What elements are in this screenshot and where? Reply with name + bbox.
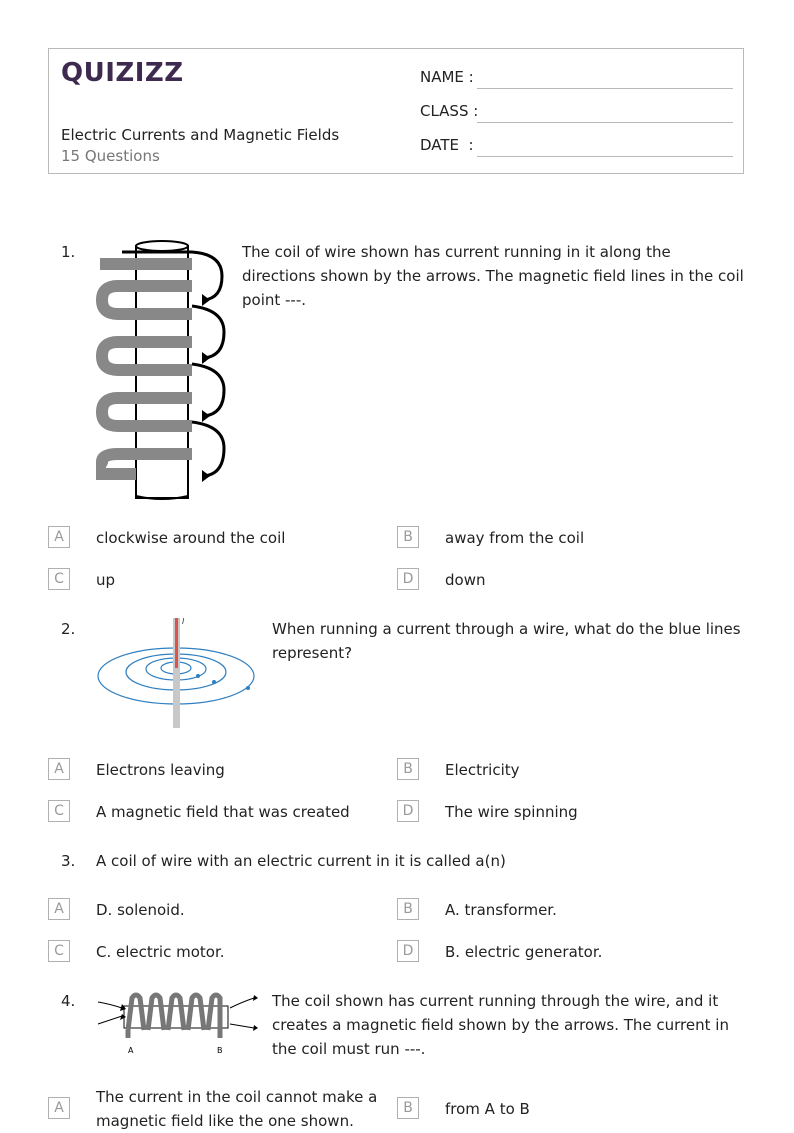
q2-option-b-text: Electricity bbox=[445, 761, 520, 779]
question-4-number: 4. bbox=[61, 992, 76, 1010]
q2-option-c-text: A magnetic field that was created bbox=[96, 803, 350, 821]
date-label: DATE : bbox=[420, 136, 474, 154]
name-field[interactable] bbox=[477, 88, 733, 89]
q3-option-d-letter[interactable]: D bbox=[397, 940, 419, 962]
question-4-text: The coil shown has current running through the wire, and it creates a magnetic field shown by the arrows. The current in the coil must run ---. bbox=[272, 992, 729, 1058]
quizizz-logo: QUIZIZZ bbox=[61, 58, 184, 88]
name-label: NAME : bbox=[420, 68, 474, 86]
question-3-number: 3. bbox=[61, 852, 76, 870]
q1-option-c-text: up bbox=[96, 571, 116, 589]
question-3-text: A coil of wire with an electric current in it is called a(n) bbox=[96, 852, 506, 870]
q2-option-d-letter[interactable]: D bbox=[397, 800, 419, 822]
q4-option-a-text: The current in the coil cannot make a magnetic field like the one shown. bbox=[96, 1088, 378, 1130]
q2-option-d-text: The wire spinning bbox=[445, 803, 578, 821]
q3-option-b-letter[interactable]: B bbox=[397, 898, 419, 920]
q3-option-b-text: A. transformer. bbox=[445, 901, 557, 919]
q3-option-a-text: D. solenoid. bbox=[96, 901, 185, 919]
q3-option-c-letter[interactable]: C bbox=[48, 940, 70, 962]
q1-option-a-text: clockwise around the coil bbox=[96, 529, 286, 547]
q1-option-d-letter[interactable]: D bbox=[397, 568, 419, 590]
class-field[interactable] bbox=[477, 122, 733, 123]
question-1-text: The coil of wire shown has current running in it along the directions shown by the arrows. The magnetic field lines in the coil point ---. bbox=[242, 243, 744, 309]
question-2-text: When running a current through a wire, what do the blue lines represent? bbox=[272, 620, 741, 662]
q2-option-a-letter[interactable]: A bbox=[48, 758, 70, 780]
worksheet-title: Electric Currents and Magnetic Fields bbox=[61, 126, 340, 144]
q1-option-a-letter[interactable]: A bbox=[48, 526, 70, 548]
q2-option-c-letter[interactable]: C bbox=[48, 800, 70, 822]
question-2-number: 2. bbox=[61, 620, 76, 638]
q2-option-b-letter[interactable]: B bbox=[397, 758, 419, 780]
q2-option-a-text: Electrons leaving bbox=[96, 761, 225, 779]
q3-option-a-letter[interactable]: A bbox=[48, 898, 70, 920]
q3-option-c-text: C. electric motor. bbox=[96, 943, 225, 961]
q1-option-b-letter[interactable]: B bbox=[397, 526, 419, 548]
q1-option-d-text: down bbox=[445, 571, 486, 589]
q4-option-b-text: from A to B bbox=[445, 1100, 530, 1118]
q4-option-a-letter[interactable]: A bbox=[48, 1097, 70, 1119]
coil-with-arrows-icon bbox=[96, 240, 228, 502]
end-b-label: B bbox=[217, 1046, 223, 1055]
current-label: I bbox=[182, 617, 185, 626]
end-a-label: A bbox=[128, 1046, 134, 1055]
solenoid-ab-icon bbox=[96, 990, 260, 1060]
class-label: CLASS : bbox=[420, 102, 479, 120]
q3-option-d-text: B. electric generator. bbox=[445, 943, 603, 961]
date-field[interactable] bbox=[477, 156, 733, 157]
question-count: 15 Questions bbox=[61, 147, 160, 165]
q1-option-c-letter[interactable]: C bbox=[48, 568, 70, 590]
question-1-number: 1. bbox=[61, 243, 76, 261]
wire-magnetic-field-icon bbox=[96, 614, 258, 732]
q4-option-b-letter[interactable]: B bbox=[397, 1097, 419, 1119]
q1-option-b-text: away from the coil bbox=[445, 529, 585, 547]
